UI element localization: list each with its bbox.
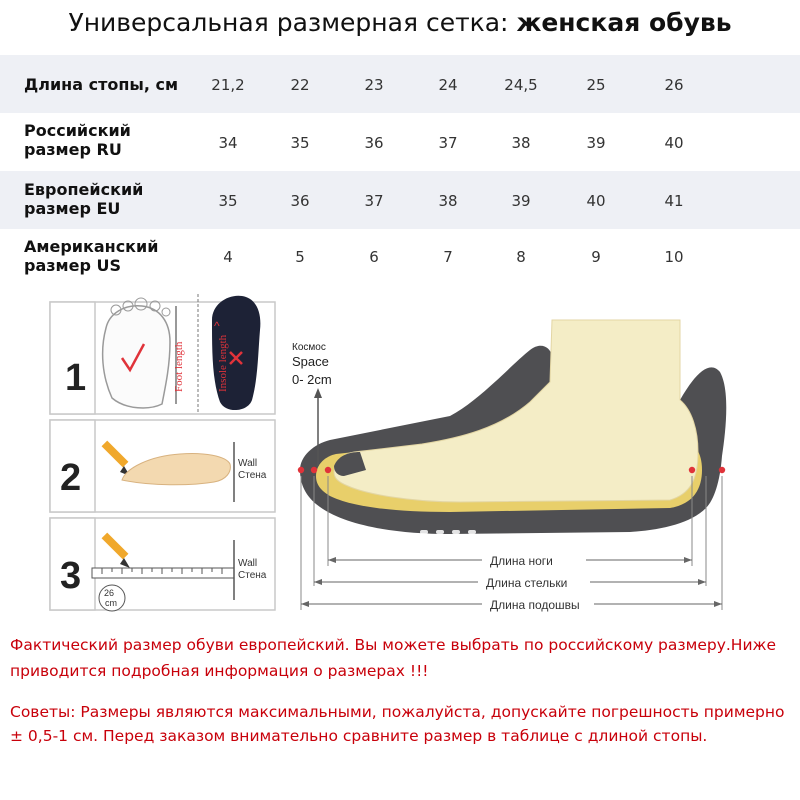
page-title [0, 8, 800, 37]
measure-dot [311, 467, 317, 473]
table-cell: 10 [664, 248, 684, 266]
wall-label-ru: Стена [238, 570, 267, 581]
table-cell: 23 [364, 76, 384, 94]
row-label-line: Российский [24, 121, 131, 140]
table-cell: 24 [438, 76, 458, 94]
table-cell: 35 [218, 192, 238, 210]
table-cell: 34 [218, 134, 238, 152]
table-cell: 38 [438, 192, 458, 210]
table-cell: 21,2 [211, 76, 245, 94]
wall-label-en: Wall [238, 458, 258, 469]
wall-label-en: Wall [238, 558, 258, 569]
foot-length-measure: Длина ноги [490, 554, 553, 568]
step-number: 1 [65, 357, 87, 399]
table-row-foot-length [0, 55, 800, 113]
table-cell: 8 [516, 248, 526, 266]
table-cell: 37 [438, 134, 458, 152]
wall-label-ru: Стена [238, 470, 267, 481]
row-label: Длина стопы, см [24, 75, 179, 94]
shoe-diagram [298, 320, 726, 534]
step-panel-1 [50, 294, 275, 414]
table-cell: 4 [223, 248, 233, 266]
table-cell: 39 [511, 192, 531, 210]
table-cell: 36 [364, 134, 384, 152]
table-cell: 38 [511, 134, 531, 152]
space-range: 0- 2cm [292, 372, 332, 387]
table-cell: 26 [664, 76, 684, 94]
table-cell: 40 [586, 192, 606, 210]
table-cell: 22 [290, 76, 310, 94]
step-number: 3 [60, 555, 82, 597]
measurement-illustration [30, 280, 760, 615]
space-label-en: Space [292, 354, 329, 369]
table-cell: 36 [290, 192, 310, 210]
table-cell: 9 [591, 248, 601, 266]
insole-length-measure: Длина стельки [486, 576, 568, 590]
table-cell: 39 [586, 134, 606, 152]
note-tips: Советы: Размеры являются максимальными, пожалуйста, допускайте погрешность примерно ± 0,5-1 см. Перед заказом внимательно сравните размер в таблице с длиной стопы. [10, 703, 785, 745]
svg-text:^: ^ [214, 319, 220, 333]
row-label-line: размер RU [24, 140, 122, 159]
measure-dot [719, 467, 725, 473]
table-cell: 40 [664, 134, 684, 152]
title-bold: женская обувь [516, 8, 732, 37]
row-label [24, 180, 143, 218]
note-actual-size: Фактический размер обуви европейский. Вы можете выбрать по российскому размеру.Ниже приводится подробная информация о размерах !!! [10, 636, 777, 680]
table-cell: 5 [295, 248, 305, 266]
space-label-ru: Космос [292, 342, 326, 353]
row-label [24, 237, 158, 275]
row-label-line: размер US [24, 256, 122, 275]
measure-dot [689, 467, 695, 473]
title-prefix: Универсальная размерная сетка: [68, 8, 517, 37]
row-label [24, 121, 131, 159]
step-panel-2 [50, 420, 275, 512]
step-number: 2 [60, 457, 82, 499]
svg-text:26: 26 [104, 588, 115, 598]
sole-length-measure: Длина подошвы [490, 598, 580, 612]
table-cell: 24,5 [504, 76, 538, 94]
foot-length-label: Foot length [173, 341, 185, 392]
svg-text:cm: cm [105, 598, 117, 608]
table-cell: 35 [290, 134, 310, 152]
table-row-ru-size [0, 113, 800, 171]
row-label-line: Американский [24, 237, 159, 256]
table-cell: 25 [586, 76, 606, 94]
measure-dot [298, 467, 304, 473]
measure-dot [325, 467, 331, 473]
table-row-us-size [0, 229, 800, 281]
table-cell: 7 [443, 248, 453, 266]
table-cell: 6 [369, 248, 379, 266]
insole-length-label: Insole length [217, 334, 229, 392]
step-panel-3 [50, 518, 275, 611]
table-cell: 41 [664, 192, 684, 210]
row-label-line: размер EU [24, 199, 121, 218]
table-row-eu-size [0, 171, 800, 229]
row-label-line: Европейский [24, 180, 144, 199]
table-cell: 37 [364, 192, 384, 210]
ruler-icon [92, 568, 234, 578]
